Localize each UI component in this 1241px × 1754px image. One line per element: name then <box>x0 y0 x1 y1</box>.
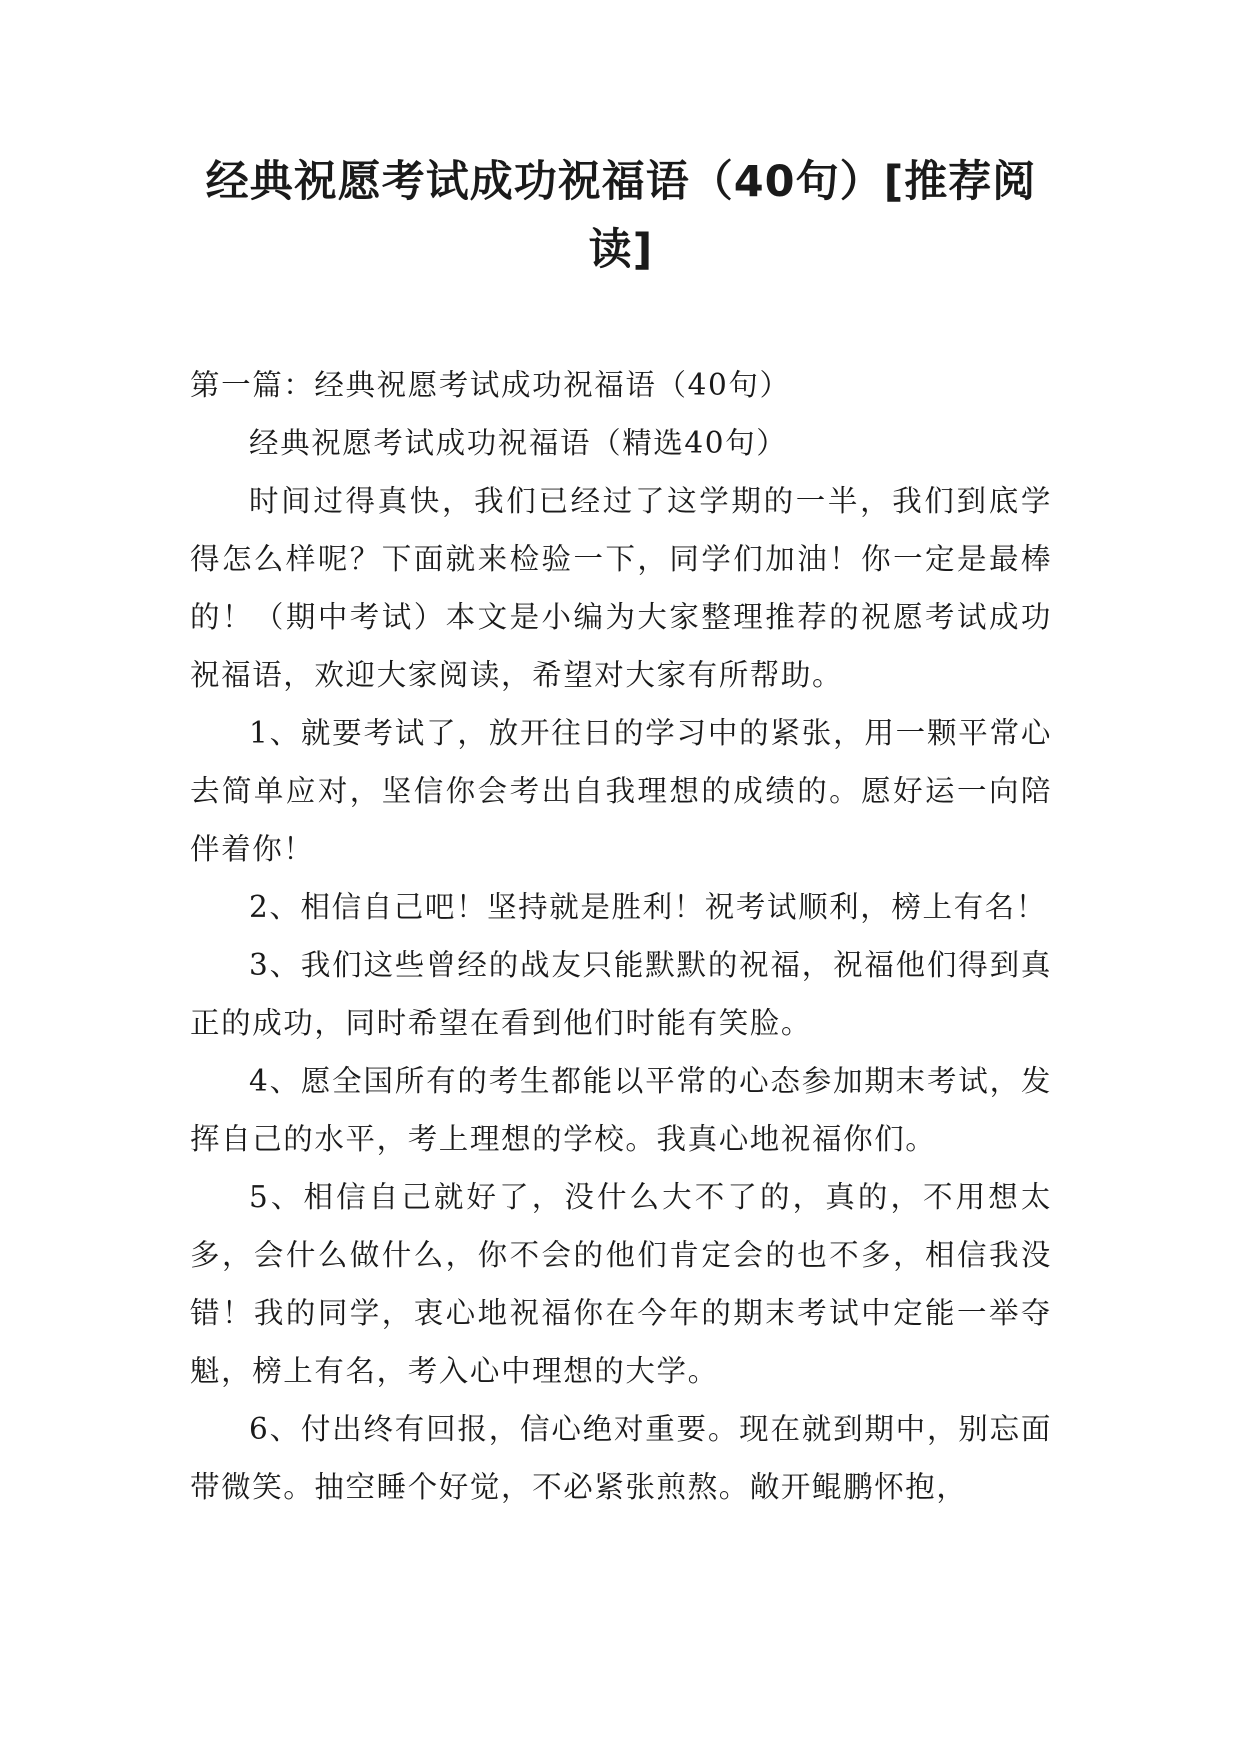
blessing-item: 3、我们这些曾经的战友只能默默的祝福，祝福他们得到真正的成功，同时希望在看到他们时能有笑脸。 <box>190 948 1052 1040</box>
blessing-item: 1、就要考试了，放开往日的学习中的紧张，用一颗平常心去简单应对，坚信你会考出自我理想的成绩的。愿好运一向陪伴着你！ <box>190 716 1052 866</box>
intro-paragraph: 时间过得真快，我们已经过了这学期的一半，我们到底学得怎么样呢？下面就来检验一下，同学们加油！你一定是最棒的！（期中考试）本文是小编为大家整理推荐的祝愿考试成功祝福语，欢迎大家阅读，希望对大家有所帮助。 <box>190 484 1052 692</box>
subtitle-paragraph: 经典祝愿考试成功祝福语（精选40句） <box>249 426 788 460</box>
blessing-item: 4、愿全国所有的考生都能以平常的心态参加期末考试，发挥自己的水平，考上理想的学校。我真心地祝福你们。 <box>190 1064 1052 1156</box>
blessing-item: 6、付出终有回报，信心绝对重要。现在就到期中，别忘面带微笑。抽空睡个好觉，不必紧张煎熬。敞开鲲鹏怀抱， <box>190 1412 1052 1504</box>
document-body <box>190 356 1052 1516</box>
document-title: 经典祝愿考试成功祝福语（40句）[推荐阅读] <box>205 157 1037 275</box>
section-heading: 第一篇：经典祝愿考试成功祝福语（40句） <box>190 368 791 402</box>
blessing-item: 2、相信自己吧！坚持就是胜利！祝考试顺利，榜上有名！ <box>249 890 1047 924</box>
blessing-item: 5、相信自己就好了，没什么大不了的，真的，不用想太多，会什么做什么，你不会的他们肯定会的也不多，相信我没错！我的同学，衷心地祝福你在今年的期末考试中定能一举夺魁，榜上有名，考入心中理想的大学。 <box>190 1180 1052 1388</box>
